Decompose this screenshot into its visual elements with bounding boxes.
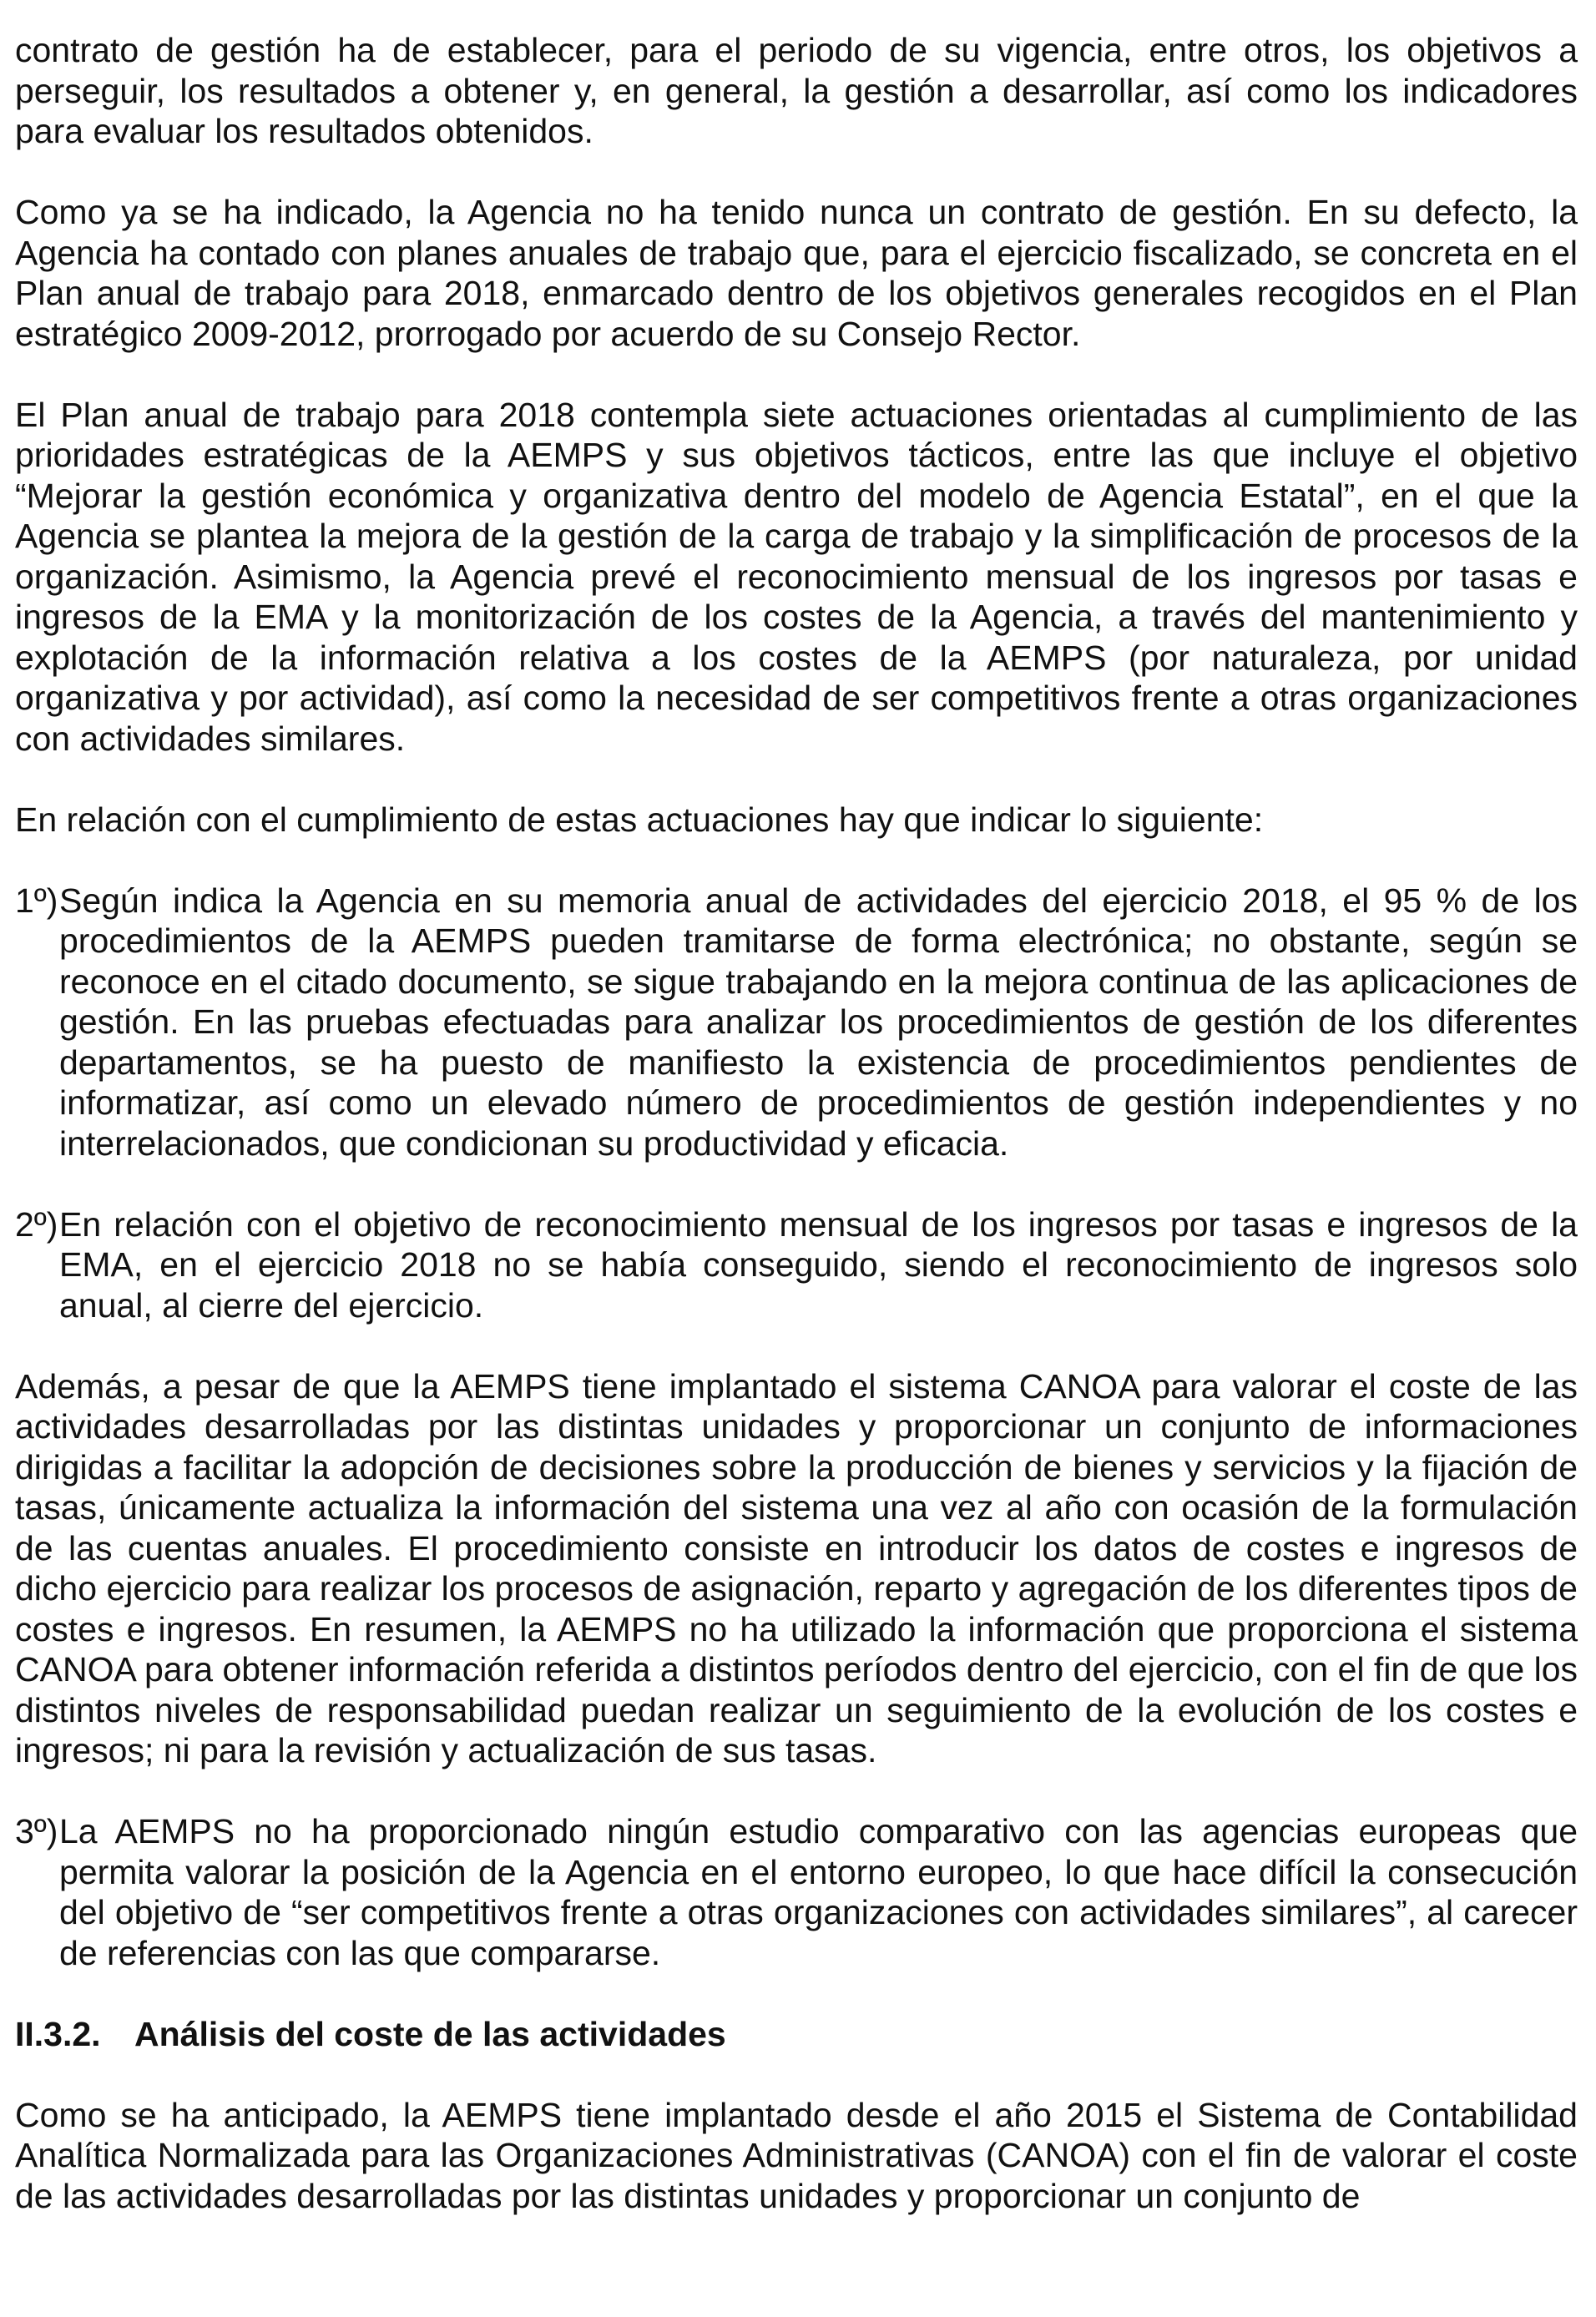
list-item-label: 2º) bbox=[15, 1204, 58, 1244]
paragraph-annual-plan-2018: El Plan anual de trabajo para 2018 contempla siete actuaciones orientadas al cumplimiento de las prioridades estratégicas de la AEMPS y sus objetivos tácticos, entre las que incluye el objetivo “Mejorar la gestión económica y organizativa dentro del modelo de Agencia Estatal”, en el que la Agencia se plantea la mejora de la gestión de la carga de trabajo y la simplificación de procesos de la organización. Asimismo, la Agencia prevé el reconocimiento mensual de los ingresos por tasas e ingresos de la EMA y la monitorización de los costes de la Agencia, a través del mantenimiento y explotación de la información relativa a los costes de la AEMPS (por naturaleza, por unidad organizativa y por actividad), así como la necesidad de ser competitivos frente a otras organizaciones con actividades similares. bbox=[15, 395, 1578, 758]
paragraph-management-contract-content: contrato de gestión ha de establecer, para el periodo de su vigencia, entre otros, los objetivos a perseguir, los resultados a obtener y, en general, la gestión a desarrollar, así como los indicadores para evaluar los resultados obtenidos. bbox=[15, 31, 1578, 150]
list-item-text: La AEMPS no ha proporcionado ningún estudio comparativo con las agencias europeas que permita valorar la posición de la Agencia en el entorno europeo, lo que hace difícil la consecución del objetivo de “ser competitivos frente a otras organizaciones con actividades similares”, al carecer de referencias con las que compararse. bbox=[59, 1812, 1578, 1972]
list-item-electronic-procedures bbox=[15, 881, 1578, 1164]
list-item-label: 3º) bbox=[15, 1812, 58, 1850]
list-item-text: En relación con el objetivo de reconocimiento mensual de los ingresos por tasas e ingresos de la EMA, en el ejercicio 2018 no se había conseguido, siendo el reconocimiento de ingresos solo anual, al cierre del ejercicio. bbox=[59, 1204, 1578, 1325]
section-number: II.3.2. bbox=[15, 2014, 101, 2053]
paragraph-annual-work-plans: Como ya se ha indicado, la Agencia no ha tenido nunca un contrato de gestión. En su defecto, la Agencia ha contado con planes anuales de trabajo que, para el ejercicio fiscalizado, se concreta en el Plan anual de trabajo para 2018, enmarcado dentro de los objetivos generales recogidos en el Plan estratégico 2009-2012, prorrogado por acuerdo de su Consejo Rector. bbox=[15, 193, 1578, 353]
list-item-label: 1º) bbox=[15, 881, 58, 920]
list-item-text: Según indica la Agencia en su memoria anual de actividades del ejercicio 2018, el 95 % de los procedimientos de la AEMPS pueden tramitarse de forma electrónica; no obstante, según se reconoce en el citado documento, se sigue trabajando en la mejora continua de las aplicaciones de gestión. En las pruebas efectuadas para analizar los procedimientos de gestión de los diferentes departamentos, se ha puesto de manifiesto la existencia de procedimientos pendientes de informatizar, así como un elevado número de procedimientos de gestión independientes y no interrelacionados, que condicionan su productividad y eficacia. bbox=[59, 881, 1578, 1163]
document-page bbox=[15, 30, 1578, 2216]
list-item-comparative-study bbox=[15, 1811, 1578, 1973]
paragraph-canoa-system-usage: Además, a pesar de que la AEMPS tiene implantado el sistema CANOA para valorar el coste de las actividades desarrolladas por las distintas unidades y proporcionar un conjunto de informaciones dirigidas a facilitar la adopción de decisiones sobre la producción de bienes y servicios y la fijación de tasas, únicamente actualiza la información del sistema una vez al año con ocasión de la formulación de las cuentas anuales. El procedimiento consiste en introducir los datos de costes e ingresos de dicho ejercicio para realizar los procesos de asignación, reparto y agregación de los diferentes tipos de costes e ingresos. En resumen, la AEMPS no ha utilizado la información que proporciona el sistema CANOA para obtener información referida a distintos períodos dentro del ejercicio, con el fin de que los distintos niveles de responsabilidad puedan realizar un seguimiento de la evolución de los costes e ingresos; ni para la revisión y actualización de sus tasas. bbox=[15, 1366, 1578, 1769]
list-item-monthly-income-recognition bbox=[15, 1204, 1578, 1326]
paragraph-canoa-introduction: Como se ha anticipado, la AEMPS tiene implantado desde el año 2015 el Sistema de Contabilidad Analítica Normalizada para las Organizaciones Administrativas (CANOA) con el fin de valorar el coste de las actividades desarrolladas por las distintas unidades y proporcionar un conjunto de bbox=[15, 2095, 1578, 2215]
section-heading bbox=[15, 2014, 1578, 2055]
section-title: Análisis del coste de las actividades bbox=[134, 2014, 726, 2053]
paragraph-compliance-intro: En relación con el cumplimiento de estas actuaciones hay que indicar lo siguiente: bbox=[15, 800, 1264, 839]
